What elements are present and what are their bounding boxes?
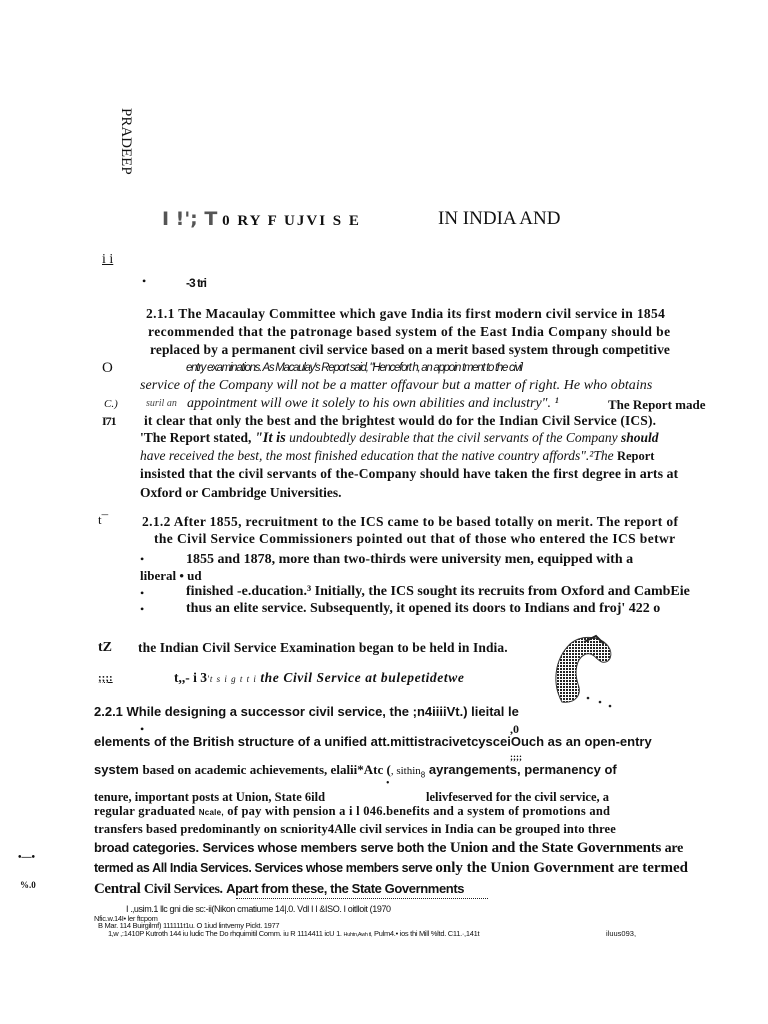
para-221-line-2b: Ouch as an open-entry bbox=[510, 734, 652, 749]
para-212-line-3: 1855 and 1878, more than two-thirds were university men, equipped with a bbox=[186, 552, 634, 567]
para-211-line-8a: 'The Report stated, bbox=[140, 430, 252, 445]
para-212-line-4: liberal • ud bbox=[140, 568, 202, 583]
para-211-line-8d: should bbox=[620, 430, 659, 445]
bullet: • bbox=[140, 552, 145, 566]
para-221-line-5 bbox=[94, 804, 610, 819]
para-221-line-3c: , sithin bbox=[390, 765, 421, 777]
para-212-line-6: thus an elite service. Subsequently, it opened its doors to Indians and froj' 422 o bbox=[186, 601, 661, 616]
para-221-line-3d: 8 bbox=[420, 770, 426, 780]
para-221-line-7 bbox=[94, 840, 683, 857]
para-211-line-2: recommended that the patronage based system of the East India Company should be bbox=[148, 324, 671, 339]
footnote-4d: iluus093, bbox=[606, 929, 637, 938]
para-211-line-10 bbox=[140, 466, 678, 483]
para-221-line-3a: system bbox=[94, 762, 139, 777]
para-221-line-2a: elements of the British structure of a unified att.mittistracivetcyscei bbox=[94, 734, 511, 749]
para-211-line-6b: appointment will owe it solely to his own abilities and inclustry". ¹ bbox=[187, 396, 559, 411]
bullet: • bbox=[142, 274, 147, 288]
footnote-4b: Huhtn,Awh tl, bbox=[343, 932, 373, 938]
footnote-1: I .‚usim.1 llc gni die sc:-ii(Nikon cmatiume 14|.0. Vdl I I &ISO. I oitlloit (1970 bbox=[126, 904, 391, 914]
para-211-line-6c: The Report made bbox=[608, 397, 706, 412]
para-211-line-10a: insisted that the civil servants of the-Company should have taken the first degree bbox=[140, 466, 622, 481]
section-heading bbox=[162, 208, 361, 231]
para-221-line-3 bbox=[94, 762, 617, 780]
para-212-line-2: the Civil Service Commissioners pointed out that of those who entered the ICS betwr bbox=[154, 531, 676, 546]
para-221-line-4a: tenure, important posts at Union, State 6ild bbox=[94, 790, 326, 804]
subheading-title: the Civil Service at bulepetidetwe bbox=[260, 670, 465, 685]
mark-tri: -3 tri bbox=[186, 276, 207, 290]
para-211-line-10b: in arts at bbox=[624, 467, 679, 482]
subheading-garbled: t,,- i 3 bbox=[174, 670, 207, 685]
bullet: • bbox=[140, 722, 145, 736]
mark-o: O bbox=[102, 360, 113, 376]
para-221-line-9 bbox=[94, 880, 464, 898]
para-211-line-9 bbox=[140, 448, 654, 464]
side-label: PRADEEP bbox=[118, 108, 134, 175]
para-212-line-5: finished -e.ducation.³ Initially, the ICS sought its recruits from Oxford and CambEie bbox=[186, 584, 690, 599]
para-221-line-3b: based on academic achievements, elalii*Atc ( bbox=[142, 762, 391, 777]
para-211-line-5: service of the Company will not be a matter offavour but a matter of right. He who obtains bbox=[140, 378, 653, 393]
para-211-line-3: replaced by a permanent civil service based on a merit based system through competitive bbox=[150, 342, 671, 357]
para-221-line-8b: only the Union Government are termed bbox=[435, 860, 689, 876]
para-221-line-9a: Central bbox=[94, 881, 141, 897]
para-221-line-7a: broad categories. Services whose members serve both the bbox=[94, 840, 447, 855]
mark-semi: ;;;: bbox=[98, 672, 113, 684]
para-211-line-6a: suril an bbox=[146, 398, 177, 409]
para-211-line-8 bbox=[140, 430, 659, 447]
para-211-line-9a: have received the best, the most finished education that the native country affords".²The bbox=[140, 448, 614, 463]
exam-line: the Indian Civil Service Examination began to be held in India. bbox=[138, 640, 508, 655]
para-221-line-8 bbox=[94, 860, 688, 877]
bullet: • bbox=[386, 778, 390, 789]
heading-garbled-left: I !'; T bbox=[162, 208, 218, 230]
subheading-small: 't s i g t t i bbox=[207, 674, 257, 684]
para-221-line-9c: Apart from these, the State Governments bbox=[226, 881, 465, 896]
bullet: • bbox=[140, 602, 145, 616]
footnote-4 bbox=[108, 929, 479, 938]
para-221-line-5b: Ncale, bbox=[198, 808, 224, 817]
para-221-line-4b: lelivfeserved for the civil service, a bbox=[426, 790, 610, 804]
mark-small: ;;;; bbox=[510, 752, 522, 762]
mark-i71: I71 bbox=[102, 414, 116, 428]
para-211-line-8b: "It is bbox=[254, 430, 286, 446]
footnote-4c: Pulm4.• ios thi Mill %ltd. C11.·,141t bbox=[374, 929, 480, 938]
para-221-line-2 bbox=[94, 734, 652, 749]
heading-right: IN INDIA AND bbox=[438, 208, 561, 229]
mark-zero: ,0 bbox=[510, 722, 519, 736]
para-221-line-8a: termed as All India Services. Services whose members serve bbox=[94, 861, 433, 875]
para-221-line-9b: Civil Services. bbox=[143, 882, 223, 897]
para-221-line-1: 2.2.1 While designing a successor civil service, the ;n4iiiiVt.) lieital le bbox=[94, 704, 519, 719]
mark-ii: i i bbox=[102, 252, 114, 267]
para-221-line-5c: of pay with pension a i l 046.benefits and a system of promotions and bbox=[227, 804, 611, 818]
para-211-line-8c: undoubtedly desirable that the civil servants of the Company bbox=[289, 430, 618, 445]
footnote-2: Nfic.w.14I• ler ftcpom bbox=[94, 914, 158, 923]
para-211-line-11: Oxford or Cambridge Universities. bbox=[140, 485, 342, 500]
para-211-line-4: entry examinations. As Macaulay's Report said, "Hencefort h, an appoin tment to the civil bbox=[186, 362, 522, 374]
subheading bbox=[174, 670, 464, 686]
para-211-line-7: it clear that only the best and the brightest would do for the Indian Civil Service (ICS). bbox=[144, 413, 657, 428]
bullet: • bbox=[140, 586, 145, 600]
mark-tz: tZ bbox=[98, 640, 112, 655]
para-212-line-1: 2.1.2 After 1855, recruitment to the ICS came to be based totally on merit. The report of bbox=[142, 514, 679, 529]
para-221-line-6: transfers based predominantly on scniority4Alle civil services in India can be grouped into three bbox=[94, 822, 616, 836]
mark-t: t¯ bbox=[98, 512, 109, 527]
mark-c: C.) bbox=[104, 398, 118, 410]
para-221-line-3e: ayrangements, permanency of bbox=[428, 762, 617, 777]
footnote-separator bbox=[236, 898, 488, 899]
para-221-line-7b: Union and the State Governments bbox=[449, 840, 662, 856]
scanned-emblem bbox=[548, 632, 618, 710]
footnote-3: B Mar. 114 Buirgilmf) 111111t1u. O 1iud lintvemy Pickt. 1977 bbox=[98, 921, 280, 930]
mark-left-b: %.0 bbox=[20, 880, 36, 890]
para-221-line-5a: regular graduated bbox=[94, 804, 196, 818]
para-221-line-7c: are bbox=[664, 841, 684, 856]
footnote-4a: 1‚w ,:1410P Kutroth 144 iu ludic The Do rhquimitil Comm. iu R 1114411 icU 1. bbox=[108, 929, 342, 938]
para-211-line-1: 2.1.1 The Macaulay Committee which gave India its first modern civil service in 1854 bbox=[146, 306, 666, 321]
heading-garbled-mid: 0 RY F UJVI S E bbox=[222, 213, 361, 229]
para-211-line-9b: Report bbox=[616, 449, 655, 463]
mark-left-a: •—• bbox=[18, 852, 36, 863]
